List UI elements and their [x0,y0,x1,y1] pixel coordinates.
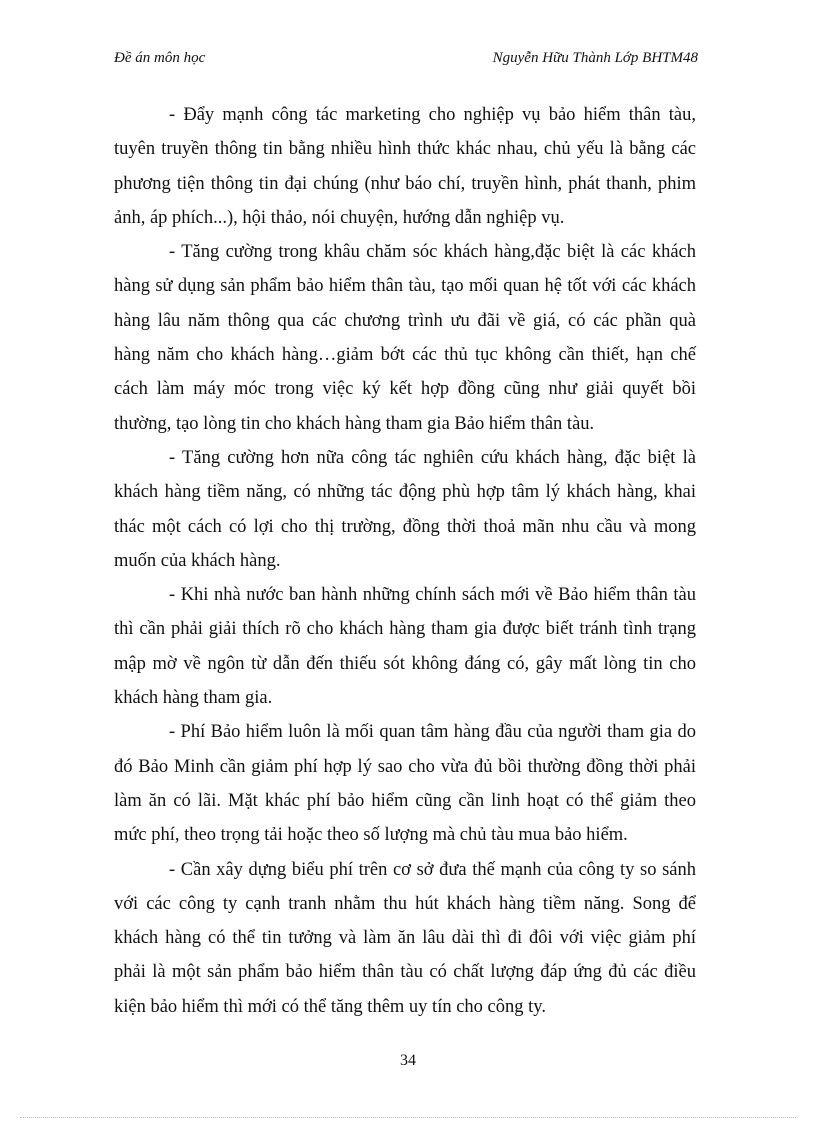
paragraph-line: làm ăn có lãi. Mặt khác phí bảo hiểm cũng cần linh hoạt có thể giảm theo [114,790,696,811]
header-left: Đề án môn học [114,50,206,66]
paragraph-line: khách hàng tiềm năng, có những tác động phù hợp tâm lý khách hàng, khai [114,482,696,503]
paragraph-line: - Khi nhà nước ban hành những chính sách mới về Bảo hiểm thân tàu [169,585,696,606]
page-number: 34 [400,1052,416,1069]
paragraph-line: khách hàng có thể tin tưởng và làm ăn lâu dài thì đi đôi với việc giảm phí [114,928,696,949]
paragraph [114,578,696,715]
paragraph-line: cách làm máy móc trong việc ký kết hợp đồng cũng như giải quyết bồi [114,379,696,400]
paragraph-line: muốn của khách hàng. [114,550,281,571]
paragraph-line: tuyên truyền thông tin bằng nhiều hình thức khác nhau, chủ yếu là bằng các [114,139,696,160]
paragraph-line: - Tăng cường trong khâu chăm sóc khách hàng,đặc biệt là các khách [169,242,696,263]
page-bottom-divider [20,1117,796,1118]
paragraph-line: thì cần phải giải thích rõ cho khách hàng tham gia được biết tránh tình trạng [114,619,696,640]
paragraph-line: với các công ty cạnh tranh nhằm thu hút khách hàng tiềm năng. Song để [114,893,696,914]
paragraph-line: hàng năm cho khách hàng…giảm bớt các thủ tục không cần thiết, hạn chế [114,345,696,366]
paragraph [114,98,696,235]
paragraph-line: đó Bảo Minh cần giảm phí hợp lý sao cho vừa đủ bồi thường đồng thời phải [114,756,696,777]
paragraph-line: - Đẩy mạnh công tác marketing cho nghiệp vụ bảo hiểm thân tàu, [169,105,696,125]
paragraph-line: phương tiện thông tin đại chúng (như báo chí, truyền hình, phát thanh, phim [114,173,696,194]
paragraph-line: hàng lâu năm thông qua các chương trình ưu đãi về giá, có các phần quà [114,310,696,331]
paragraph [114,715,696,852]
document-body [114,98,696,1024]
paragraph-line: - Tăng cường hơn nữa công tác nghiên cứu khách hàng, đặc biệt là [169,447,696,468]
paragraph-line: - Cần xây dựng biểu phí trên cơ sở đưa thế mạnh của công ty so sánh [169,859,696,880]
paragraph-line: khách hàng tham gia. [114,688,273,709]
paragraph [114,235,696,441]
paragraph-line: thác một cách có lợi cho thị trường, đồng thời thoả mãn nhu cầu và mong [114,516,696,537]
paragraph-line: mập mờ về ngôn từ dẫn đến thiếu sót không đáng có, gây mất lòng tin cho [114,653,696,674]
paragraph-line: thường, tạo lòng tin cho khách hàng tham gia Bảo hiểm thân tàu. [114,413,595,434]
paragraph-line: hàng sử dụng sản phẩm bảo hiểm thân tàu, tạo mối quan hệ tốt với các khách [114,276,696,297]
paragraph-line: phải là một sản phẩm bảo hiểm thân tàu có chất lượng đáp ứng đủ các điều [114,962,696,983]
paragraph-line: ảnh, áp phích...), hội thảo, nói chuyện, hướng dẫn nghiệp vụ. [114,207,565,228]
paragraph-line: kiện bảo hiểm thì mới có thể tăng thêm uy tín cho công ty. [114,996,546,1017]
paragraph [114,441,696,578]
paragraph-line: mức phí, theo trọng tải hoặc theo số lượng mà chủ tàu mua bảo hiểm. [114,825,628,846]
header-right: Nguyễn Hữu Thành Lớp BHTM48 [492,50,698,66]
paragraph [114,853,696,1024]
paragraph-line: - Phí Bảo hiểm luôn là mối quan tâm hàng đầu của người tham gia do [169,722,696,743]
